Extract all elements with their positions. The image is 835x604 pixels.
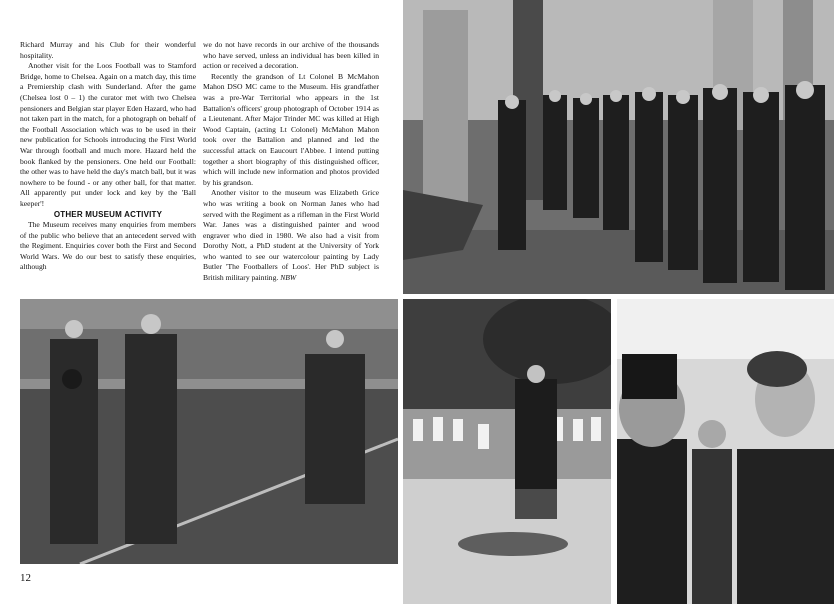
- photo-veterans-parade: [403, 0, 834, 294]
- section-heading: OTHER MUSEUM ACTIVITY: [53, 209, 163, 219]
- photo-stadium-soldiers: [20, 299, 398, 564]
- paragraph: [203, 188, 379, 283]
- paragraph: Richard Murray and his Club for their wonderful hospitality.: [20, 40, 196, 60]
- paragraph-text: Another visitor to the museum was Elizabeth Grice who was writing a book on Norman Janes who had served with the Regiment as a rifleman in the First World War. Janes was a distinguished painter and wood engraver who died in 1980. We also had a visit from Dorothy Nott, a PhD student at the University of York who wanted to see our watercolour painting by Lady Butler 'The Footballers of Loos'. Her PhD subject is British military painting.: [203, 188, 379, 283]
- paragraph: we do not have records in our archive of the thousands who have served, unless an individual has been killed in action or received a decoration.: [203, 40, 379, 71]
- paragraph: Recently the grandson of Lt Colonel B McMahon Mahon DSO MC came to the Museum. His grandfather was a pre-War Territorial who appears in the 1st Battalion's officers' group photograph of October 1914 as a Lieutenant. After Major Trinder MC was killed at High Wood Captain, (acting Lt Colonel) McMahon Mahon took over the Battalion and planned and led the successful attack on Eaucourt l'Abbee. I intend putting together a short biography of this distinguished officer, which will include new information and photos provided by his grandson.: [203, 71, 379, 187]
- article-column-1: [20, 40, 196, 273]
- page-number: 12: [20, 572, 31, 584]
- photo-veteran-conversation: [617, 299, 834, 604]
- paragraph: The Museum receives many enquiries from members of the public who believe that an antecedent served with the Regiment. Enquiries cover both the First and Second World Wars. We do our best to satisfy these enquiries, although: [20, 220, 196, 272]
- article-column-2: [203, 40, 379, 284]
- author-signature: NBW: [280, 273, 297, 283]
- photo-piper-cemetery: [403, 299, 611, 604]
- paragraph: Another visit for the Loos Football was to Stamford Bridge, home to Chelsea. Again on a match day, this time a Premiership clash with Sunderland. After the game (Chelsea lost 0 – 1) the curator met with two Chelsea pensioners and Belgian star player Eden Hazard, who had not taken part in the match, for a photograph on behalf of the Football Association which was to be used in their new publication for Schools introducing the First World War through football and much more. Hazard held the book flanked by the pensioners. One held our Football: the other was to have held the day's match ball, but it was nowhere to be found - or any other ball, for that matter. All apparently put under lock and key by the 'Ball keeper'!: [20, 61, 196, 208]
